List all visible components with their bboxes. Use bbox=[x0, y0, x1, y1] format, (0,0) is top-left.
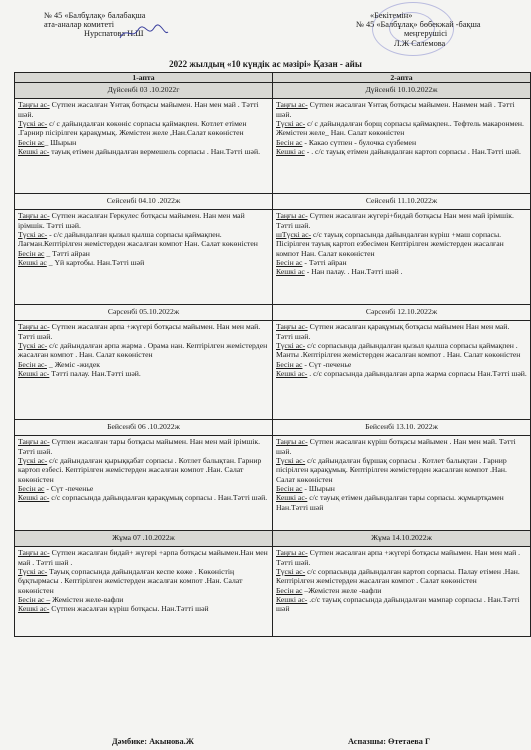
meal-line bbox=[18, 341, 269, 360]
meal-line bbox=[276, 267, 527, 276]
meal-text: с/ с дайындалған борщ сорпасы қаймақпен.. Тефтель макаронмен. Жемістен желе_ Нан. Салат көкөністен bbox=[276, 119, 524, 138]
meal-label: Түскі ас- bbox=[18, 341, 48, 351]
header-right-line3: меңгерушісі bbox=[404, 29, 448, 39]
day-header-row bbox=[15, 305, 531, 321]
meal-line bbox=[276, 586, 527, 595]
meal-label: Таңғы ас- bbox=[276, 322, 308, 332]
page-title: 2022 жылдың «10 күндік ас мәзірі» Қазан - айы bbox=[169, 59, 362, 69]
day-heading: Сейсенбі 11.10.2022ж bbox=[273, 194, 531, 210]
footer-nurse: Дәмбике: Акынова.Ж bbox=[112, 737, 194, 746]
meal-text: Сүтпен жасалған бидай+ жүгері +арпа ботқасы майымен.Нан мен май . Тәтті шәй . bbox=[18, 548, 268, 567]
day-menu-cell bbox=[15, 547, 273, 637]
meal-line bbox=[276, 147, 527, 156]
meal-label: Кешкі ас- bbox=[276, 493, 308, 503]
meal-line bbox=[276, 100, 527, 119]
meal-text: Сүтпен жасалған Ұнтақ ботқасы майымен. Нанмен май . Тәтті шәй. bbox=[276, 100, 515, 119]
meal-line bbox=[276, 493, 527, 512]
meal-text: Сүтпен жасалған арпа +жүгері ботқасы майымен. Нан мен май . Тәтті шәй. bbox=[276, 548, 521, 567]
meal-text: с/с сорпасында дайындалған қызыл қылша сорпасы қаймақпен . Манты .Кептірілген жемістерден жасалған компот . Нан. Салат көкөністен bbox=[276, 341, 521, 360]
meal-line bbox=[276, 322, 527, 341]
meal-text: с/с сорпасында дайындалған қарақұмық сорпасы . Нан.Тәтті шәй. bbox=[49, 493, 268, 503]
meal-label: Кешкі ас- bbox=[18, 147, 50, 157]
day-heading: Бейсенбі 06 .10.2022ж bbox=[15, 420, 273, 436]
meal-line bbox=[18, 322, 269, 341]
meal-label: Бесін ас bbox=[276, 137, 303, 147]
meal-text: _ Жеміс -жидек bbox=[47, 359, 100, 369]
meal-line bbox=[276, 484, 527, 493]
meal-label: Таңғы ас- bbox=[18, 437, 50, 447]
meal-label: Бесін ас bbox=[18, 248, 45, 258]
meal-text: Сүтпен жасалған жүгері+бидай ботқасы Нан мен май ірімшік. Тәтті шәй. bbox=[276, 211, 514, 230]
day-heading: Бейсенбі 13.10. 2022ж bbox=[273, 420, 531, 436]
day-header-row bbox=[15, 83, 531, 99]
meal-text: с/с тауық етімен дайындалған тары сорпасы. жұмыртқамен Нан.Тәтті шәй bbox=[276, 493, 504, 512]
day-heading: Жұма 07 .10.2022ж bbox=[15, 531, 273, 547]
meal-label: Таңғы ас- bbox=[276, 548, 308, 558]
meal-line bbox=[276, 258, 527, 267]
column-week-2: 2-апта bbox=[273, 73, 531, 83]
meal-label: Бесін ас bbox=[276, 484, 303, 494]
meal-line bbox=[18, 548, 269, 567]
day-header-row bbox=[15, 531, 531, 547]
meal-text: с/с дайындалған қырыққабат сорпасы . Котлет балықтан. Гарнир картоп езбесі. Кептірілген жемістерден жасалған компот .Нан. Салат көкөністен bbox=[18, 456, 262, 484]
day-heading: Дүйсенбі 10.10.2022ж bbox=[273, 83, 531, 99]
day-menu-row bbox=[15, 436, 531, 531]
meal-label: Кешкі ас- bbox=[276, 595, 308, 605]
day-menu-cell bbox=[273, 321, 531, 420]
meal-text: - Какао сүтпен - булочка сүзбемен bbox=[302, 137, 417, 147]
meal-label: Бесін ас bbox=[276, 258, 303, 268]
meal-text: с/с сорпасында дайындалған картоп сорпасы. Палау етімен .Нан. Кептірілген жемістерден жасалған компот . Салат көкөністен bbox=[276, 567, 520, 586]
meal-line bbox=[18, 369, 269, 378]
meal-text: Сүтпен жасалған Ұнтақ ботқасы майымен. Нан мен май . Тәтті шәй. bbox=[18, 100, 259, 119]
meal-label: Кешкі ас- bbox=[18, 493, 50, 503]
meal-line bbox=[276, 369, 527, 378]
header-left-line2: ата-аналар комитеті bbox=[44, 20, 115, 30]
meal-label: Бесін ас bbox=[18, 137, 45, 147]
meal-line bbox=[18, 595, 269, 604]
meal-label: Кешкі ас- bbox=[18, 604, 50, 614]
meal-label: Түскі ас- bbox=[276, 341, 306, 351]
meal-text: _ Шырын bbox=[44, 137, 77, 147]
meal-label: Бесін ас- bbox=[18, 359, 47, 369]
day-menu-cell bbox=[273, 99, 531, 194]
meal-label: Түскі ас- bbox=[276, 567, 306, 577]
meal-text: с/с дайындалған арпа жарма . Орама нан. Кептірілген жемістерден жасалған компот . Нан. Салат көкөністен bbox=[18, 341, 268, 360]
meal-line bbox=[18, 493, 269, 502]
header-right-line1: «Бекітемін» bbox=[370, 11, 413, 20]
meal-text: с/ с дайындалған көкөніс сорпасы қаймақпен. Котлет етімен .Гарнир пісірілген қарақұмық. Жемістен желе ,Нан.Салат көкөністен bbox=[18, 119, 247, 138]
meal-text: с/с дайындалған бұршақ сорпасы . Котлет балықтан . Гарнир пісірілген қарақұмық. Кептірілген жемістерден жасалған компот .Нан. Салат көкөністен bbox=[276, 456, 507, 484]
day-menu-row bbox=[15, 99, 531, 194]
meal-label: Бесін ас bbox=[18, 484, 45, 494]
meal-label: Кешкі ас bbox=[276, 147, 305, 157]
meal-label: Бесін ас bbox=[276, 359, 303, 369]
meal-text: Тәтті палау. Нан.Тәтті шәй. bbox=[49, 369, 141, 379]
meal-text: _ Тәтті айран bbox=[44, 248, 90, 258]
meal-text: - Нан палау. . Нан.Тәтті шәй . bbox=[304, 267, 403, 277]
meal-text: Сүтпен жасалған тары ботқасы майымен. Нан мен май ірімшік. Тәтті шәй. bbox=[18, 437, 261, 456]
meal-label: Кешкі ас bbox=[18, 258, 47, 268]
day-menu-cell bbox=[15, 321, 273, 420]
meal-line bbox=[18, 249, 269, 258]
day-heading: Дүйсенбі 03 .10.2022г bbox=[15, 83, 273, 99]
meal-line bbox=[18, 147, 269, 156]
meal-line bbox=[276, 341, 527, 360]
meal-text: - . с/с тауық етімен дайындалған картоп сорпасы . Нан.Тәтті шәй. bbox=[304, 147, 521, 157]
meal-line bbox=[18, 567, 269, 595]
meal-label: Бесін ас bbox=[276, 585, 303, 595]
meal-label: Таңғы ас- bbox=[18, 100, 50, 110]
header-right-line2: № 45 «Балбұлақ» бөбекжай -бақша bbox=[356, 20, 481, 30]
day-heading: Сәрсенбі 05.10.2022ж bbox=[15, 305, 273, 321]
meal-line bbox=[276, 548, 527, 567]
meal-text: с/с тауық сорпасында дайындалған күріш +маш сорпасы. Пісірілген тауық картоп езбесімен Кептірілген жемістерден жасалған компот Нан. Салат көкөністен bbox=[276, 230, 504, 258]
day-menu-row bbox=[15, 321, 531, 420]
day-header-row bbox=[15, 420, 531, 436]
meal-line bbox=[18, 360, 269, 369]
day-header-row bbox=[15, 194, 531, 210]
table-header-row bbox=[15, 73, 531, 83]
meal-label: Түскі ас- bbox=[18, 119, 48, 129]
footer-cook: Аспазшы: Өтетаева Г bbox=[348, 737, 431, 746]
meal-line bbox=[18, 211, 269, 230]
meal-text: Сүтпен жасалған күріш ботқасы майымен . Нан мен май. Тәтті шәй. bbox=[276, 437, 516, 456]
meal-label: Таңғы ас- bbox=[18, 548, 50, 558]
day-heading: Сәрсенбі 12.10.2022ж bbox=[273, 305, 531, 321]
meal-text: - Тәтті айран bbox=[302, 258, 347, 268]
meal-label: Таңғы ас- bbox=[18, 322, 50, 332]
meal-text: Сүтпен жасалған күріш ботқасы. Нан.Тәтті шәй bbox=[49, 604, 209, 614]
meal-label: Кешкі ас- bbox=[276, 369, 308, 379]
meal-label: Таңғы ас- bbox=[18, 211, 50, 221]
meal-line bbox=[18, 100, 269, 119]
meal-line bbox=[276, 567, 527, 586]
day-menu-cell bbox=[273, 210, 531, 305]
header-right-line4: Л.Ж Салемова bbox=[394, 38, 446, 48]
meal-label: Таңғы ас- bbox=[276, 100, 308, 110]
meal-label: Таңғы ас- bbox=[276, 437, 308, 447]
meal-line bbox=[276, 437, 527, 456]
meal-text: Тауық сорпасында дайындалған кеспе көже . Көкөністің бұқтырмасы . Кептірілген жемістерден жасалған компот .Нан. Салат көкөністен bbox=[18, 567, 243, 595]
meal-label: Кешкі ас bbox=[276, 267, 305, 277]
meal-line bbox=[18, 119, 269, 138]
meal-label: Түскі ас- bbox=[276, 456, 306, 466]
meal-line bbox=[18, 258, 269, 267]
meal-text: тауық етімен дайындалған вермешель сорпасы . Нан.Тәтті шәй. bbox=[49, 147, 260, 157]
meal-label: Түскі ас- bbox=[18, 567, 48, 577]
meal-text: Жемістен желе-вафли bbox=[50, 595, 124, 605]
day-menu-row bbox=[15, 210, 531, 305]
header-left-line1: № 45 «Балбұлақ» балабақша bbox=[44, 11, 146, 20]
meal-line bbox=[18, 456, 269, 484]
header-left-line3: Нурспатова Н.Ш bbox=[84, 29, 144, 39]
day-menu-cell bbox=[15, 210, 273, 305]
meal-line bbox=[18, 230, 269, 249]
day-menu-cell bbox=[15, 99, 273, 194]
meal-line bbox=[276, 211, 527, 230]
column-week-1: 1-апта bbox=[15, 73, 273, 83]
day-menu-row bbox=[15, 547, 531, 637]
meal-text: _ Үй картобы. Нан.Тәтті шәй bbox=[46, 258, 145, 268]
day-menu-cell bbox=[15, 436, 273, 531]
signature-left bbox=[118, 24, 170, 42]
meal-line bbox=[276, 360, 527, 369]
meal-label: шТүскі ас- bbox=[276, 230, 312, 240]
meal-text: Сүтпен жасалған Геркулес ботқасы майымен. Нан мен май ірімшік. Тәтті шәй. bbox=[18, 211, 245, 230]
header-right-block bbox=[356, 11, 526, 48]
meal-line bbox=[18, 604, 269, 613]
day-heading: Жұма 14.10.2022ж bbox=[273, 531, 531, 547]
meal-label: Кешкі ас- bbox=[18, 369, 50, 379]
meal-text: Сүтпен жасалған арпа +жүгері ботқасы майымен. Нан мен май. Тәтті шәй. bbox=[18, 322, 261, 341]
meal-text: - Сүт -печенье bbox=[44, 484, 94, 494]
meal-line bbox=[18, 437, 269, 456]
menu-table bbox=[14, 72, 531, 637]
meal-text: –Жемістен желе -вафли bbox=[302, 585, 382, 595]
meal-label: Таңғы ас- bbox=[276, 211, 308, 221]
day-menu-cell bbox=[273, 547, 531, 637]
meal-line bbox=[276, 595, 527, 614]
meal-text: - Шырын bbox=[302, 484, 335, 494]
meal-text: . с/с сорпасында дайындалған арпа жарма сорпасы Нан.Тәтті шәй. bbox=[307, 369, 527, 379]
meal-line bbox=[276, 138, 527, 147]
meal-line bbox=[276, 230, 527, 258]
meal-label: Бесін ас – bbox=[18, 595, 51, 605]
meal-text: .с/с тауық сорпасында дайындалған мампар сорпасы . Нан.Тәтті шәй bbox=[276, 595, 520, 614]
meal-line bbox=[18, 484, 269, 493]
meal-text: - с/с дайындалған қызыл қылша сорпасы қаймақпен. Лағман.Кептірілген жемістерден жасалған компот Нан. Салат көкөністен bbox=[18, 230, 258, 249]
meal-label: Түскі ас- bbox=[276, 119, 306, 129]
day-menu-cell bbox=[273, 436, 531, 531]
meal-text: - Сүт -печенье bbox=[302, 359, 352, 369]
meal-label: Түскі ас- bbox=[18, 230, 48, 240]
meal-line bbox=[18, 138, 269, 147]
meal-text: Сүтпен жасалған қарақұмық ботқасы майымен Нан мен май. Тәтті шәй. bbox=[276, 322, 510, 341]
meal-line bbox=[276, 456, 527, 484]
meal-line bbox=[276, 119, 527, 138]
menu-table-body bbox=[15, 83, 531, 637]
day-heading: Сейсенбі 04.10 .2022ж bbox=[15, 194, 273, 210]
meal-label: Түскі ас- bbox=[18, 456, 48, 466]
